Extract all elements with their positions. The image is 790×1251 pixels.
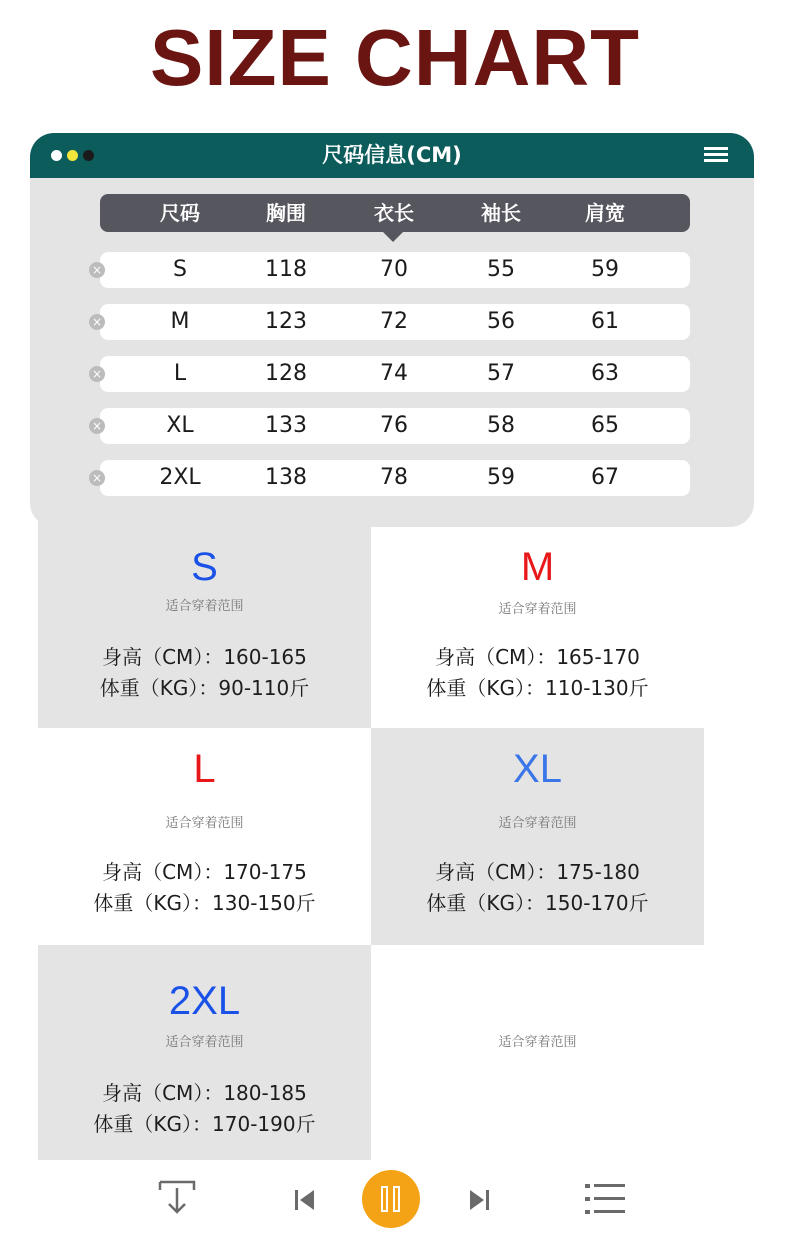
range-caption: 适合穿着范围 <box>165 816 244 831</box>
table-header <box>100 194 690 232</box>
column-header: 肩宽 <box>585 201 625 225</box>
table-cell: 56 <box>487 309 515 334</box>
table-cell: 61 <box>591 309 619 334</box>
table-row <box>100 304 690 340</box>
size-range-cell <box>371 945 704 1160</box>
table-cell: 57 <box>487 361 515 386</box>
player-controls <box>0 1160 790 1251</box>
table-cell: 123 <box>265 309 307 334</box>
table-cell: L <box>173 361 187 386</box>
table-cell: 133 <box>265 413 307 438</box>
size-range-cell <box>38 510 371 728</box>
size-info-card <box>30 133 754 527</box>
size-range-cell <box>371 510 704 728</box>
range-caption: 适合穿着范围 <box>165 1035 244 1050</box>
table-cell: 2XL <box>159 465 201 490</box>
card-header <box>30 133 754 178</box>
weight-range: 体重（KG）：170-190斤 <box>93 1112 316 1136</box>
table-cell: 118 <box>265 257 307 282</box>
size-range-cell <box>38 728 371 945</box>
table-cell: 67 <box>591 465 619 490</box>
table-cell: 59 <box>487 465 515 490</box>
table-cell: M <box>170 309 190 334</box>
table-cell: 138 <box>265 465 307 490</box>
column-header: 胸围 <box>266 201 306 225</box>
height-range: 身高（CM）：170-175 <box>102 860 307 884</box>
weight-range: 体重（KG）：150-170斤 <box>426 891 649 915</box>
table-cell: 70 <box>380 257 408 282</box>
table-row <box>100 460 690 496</box>
height-range: 身高（CM）：160-165 <box>102 645 307 669</box>
previous-icon[interactable] <box>293 1188 317 1212</box>
column-header: 尺码 <box>160 201 200 225</box>
size-label: S <box>191 545 218 589</box>
remove-row-icon[interactable]: × <box>89 418 105 434</box>
pause-button[interactable] <box>362 1170 420 1228</box>
size-range-cell <box>38 945 371 1160</box>
header-pointer <box>383 232 403 242</box>
table-cell: 55 <box>487 257 515 282</box>
table-cell: 76 <box>380 413 408 438</box>
range-caption: 适合穿着范围 <box>165 599 244 614</box>
table-cell: 78 <box>380 465 408 490</box>
table-row <box>100 408 690 444</box>
table-row <box>100 356 690 392</box>
playlist-icon[interactable] <box>584 1182 626 1216</box>
weight-range: 体重（KG）：130-150斤 <box>93 891 316 915</box>
height-range: 身高（CM）：180-185 <box>102 1081 307 1105</box>
next-icon[interactable] <box>467 1188 491 1212</box>
height-range: 身高（CM）：175-180 <box>435 860 640 884</box>
table-cell: 59 <box>591 257 619 282</box>
size-range-cell <box>371 728 704 945</box>
height-range: 身高（CM）：165-170 <box>435 645 640 669</box>
table-cell: 63 <box>591 361 619 386</box>
range-caption: 适合穿着范围 <box>498 816 577 831</box>
size-label: L <box>193 747 216 791</box>
table-cell: 58 <box>487 413 515 438</box>
table-cell: 128 <box>265 361 307 386</box>
weight-range: 体重（KG）：110-130斤 <box>426 676 649 700</box>
range-caption: 适合穿着范围 <box>498 1035 577 1050</box>
table-cell: 72 <box>380 309 408 334</box>
pause-icon <box>381 1186 388 1212</box>
table-cell: 74 <box>380 361 408 386</box>
table-cell: 65 <box>591 413 619 438</box>
table-cell: S <box>173 257 187 282</box>
table-row <box>100 252 690 288</box>
card-title: 尺码信息(CM) <box>322 143 462 167</box>
remove-row-icon[interactable]: × <box>89 262 105 278</box>
remove-row-icon[interactable]: × <box>89 366 105 382</box>
table-cell: XL <box>166 413 194 438</box>
page-title: SIZE CHART <box>150 13 640 102</box>
weight-range: 体重（KG）：90-110斤 <box>99 676 310 700</box>
range-caption: 适合穿着范围 <box>498 602 577 617</box>
column-header: 衣长 <box>374 201 414 225</box>
menu-icon[interactable] <box>704 147 728 163</box>
size-label: 2XL <box>168 979 241 1023</box>
download-icon[interactable] <box>158 1180 196 1216</box>
size-label: M <box>520 545 555 589</box>
remove-row-icon[interactable]: × <box>89 470 105 486</box>
size-label: XL <box>513 747 562 791</box>
remove-row-icon[interactable]: × <box>89 314 105 330</box>
column-header: 袖长 <box>481 201 521 225</box>
